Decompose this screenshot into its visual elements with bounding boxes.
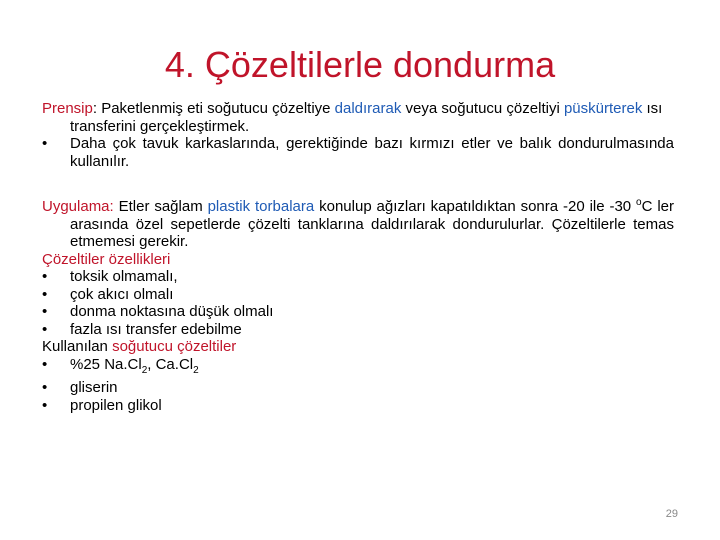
nacl-subscript: 2: [141, 364, 148, 376]
property-text: toksik olmamalı,: [70, 268, 178, 285]
degree-superscript: o: [636, 197, 642, 208]
uygulama-label: Uygulama:: [42, 198, 114, 215]
prensip-highlight-dip: daldırarak: [334, 100, 402, 117]
uygulama-highlight-bags: plastik torbalara: [207, 198, 315, 215]
used-solutions-heading: [42, 338, 674, 356]
slide-content: [42, 100, 674, 414]
uygulama-paragraph: [42, 194, 674, 251]
prensip-text-1: Paketlenmiş eti soğutucu çözeltiye: [101, 100, 335, 117]
property-item: [42, 321, 674, 339]
prensip-sep: :: [92, 100, 102, 117]
prensip-highlight-spray: püskürterek: [563, 100, 643, 117]
bullet-marker: •: [42, 135, 48, 152]
solution-item: [42, 379, 674, 397]
property-item: [42, 268, 674, 286]
prensip-text-3: ısı transferini gerçekleştirmek.: [70, 100, 663, 135]
used-heading-prefix: Kullanılan: [42, 338, 113, 355]
uygulama-text-1: Etler sağlam: [113, 198, 208, 215]
solution-text: propilen glikol: [70, 396, 162, 414]
slide-title: 4. Çözeltilerle dondurma: [164, 44, 556, 85]
bullet-marker: •: [42, 285, 48, 303]
uygulama-text-2: konulup ağızları kapatıldıktan sonra -20 ile -30: [314, 198, 637, 215]
property-text: donma noktasına düşük olmalı: [70, 303, 274, 320]
bullet-marker: •: [42, 320, 48, 338]
page-number: 29: [665, 508, 678, 520]
nacl-text: %25 Na.Cl: [70, 355, 142, 373]
properties-heading: Çözeltiler özellikleri: [42, 250, 171, 268]
solution-item: [42, 397, 674, 415]
bullet-marker: •: [42, 303, 48, 320]
bullet-marker: •: [42, 355, 48, 373]
property-item: [42, 303, 674, 321]
prensip-paragraph: [42, 100, 674, 135]
bullet-marker: •: [42, 396, 48, 414]
cacl-text: , Ca.Cl: [147, 355, 194, 373]
solution-text: [70, 356, 674, 380]
solution-item: [42, 356, 674, 380]
property-text: çok akıcı olmalı: [70, 285, 174, 303]
prensip-text-2: veya soğutucu çözeltiyi: [401, 100, 564, 117]
prensip-label: Prensip: [42, 100, 93, 117]
used-heading-highlight: soğutucu çözeltiler: [112, 338, 237, 355]
uygulama-text-3: C ler arasında özel sepetlerde çözelti tanklarına daldırılarak dondurulurlar. Çözeltilerle temas etmemesi gerekir.: [70, 198, 675, 250]
property-text: fazla ısı transfer edebilme: [70, 320, 242, 338]
solution-text: gliserin: [70, 379, 118, 396]
property-item: [42, 286, 674, 304]
bullet-marker: •: [42, 379, 48, 396]
prensip-bullet-text: Daha çok tavuk karkaslarında, gerektiğinde bazı kırmızı etler ve balık dondurulmasında kullanılır.: [70, 135, 674, 170]
cacl-subscript: 2: [193, 364, 199, 376]
prensip-bullet: [42, 135, 674, 170]
bullet-marker: •: [42, 268, 48, 285]
